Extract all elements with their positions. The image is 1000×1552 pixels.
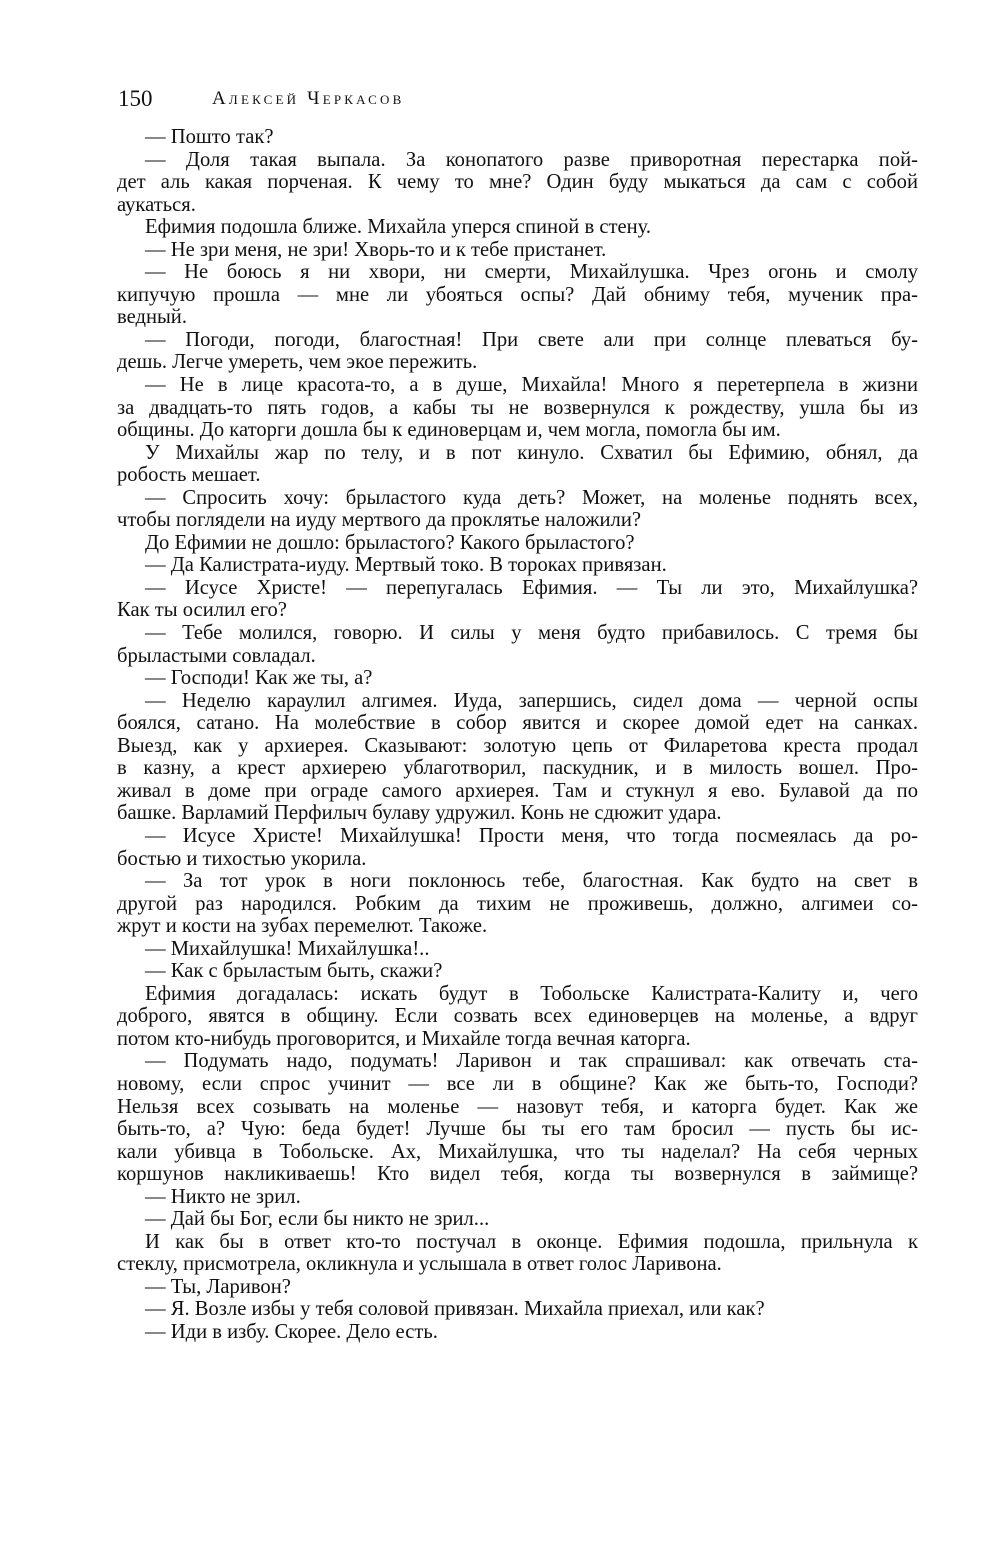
text-line: бостью и тихостью укорила. [117, 847, 367, 870]
text-line: робость мешает. [117, 464, 261, 487]
text-line: коршунов накликиваешь! Кто видел тебя, когда ты возвернулся в займище? [117, 1163, 918, 1186]
text-line: — Ты, Ларивон? [145, 1275, 291, 1298]
text-line: кали убивца в Тобольске. Ах, Михайлушка, что ты наделал? На себя черных [117, 1140, 918, 1163]
text-line: за двадцать-то пять годов, а кабы ты не возвернулся к рождеству, ушла бы из [117, 396, 918, 419]
text-line: стеклу, присмотрела, окликнула и услышала в ответ голос Ларивона. [117, 1253, 722, 1276]
text-line: И как бы в ответ кто-то постучал в оконце. Ефимия подошла, прильнула к [145, 1230, 918, 1253]
text-line: чтобы поглядели на иуду мертвого да проклятье наложили? [117, 509, 641, 532]
text-line: — Неделю караулил алгимея. Иуда, запершись, сидел дома — черной оспы [145, 689, 918, 712]
text-line: До Ефимии не дошло: брыластого? Какого брыластого? [145, 531, 635, 554]
text-line: потом кто-нибудь проговорится, и Михайле тогда вечная каторга. [117, 1027, 691, 1050]
text-line: — Как с брыластым быть, скажи? [145, 960, 443, 983]
text-line: аукаться. [117, 193, 196, 216]
text-line: Ефимия подошла ближе. Михайла уперся спиной в стену. [145, 216, 652, 239]
text-line: — Исусе Христе! — перепугалась Ефимия. — Ты ли это, Михайлушка? [145, 576, 918, 599]
text-line: общины. До каторги дошла бы к единоверцам и, чем могла, помогла бы им. [117, 419, 781, 442]
text-line: живал в доме при ограде самого архиерея. Там и стукнул я ево. Булавой да по [117, 779, 918, 802]
text-line: кипучую прошла — мне ли убояться оспы? Дай обниму тебя, мученик пра- [117, 283, 918, 306]
text-line: дешь. Легче умереть, чем экое пережить. [117, 351, 478, 374]
text-line: — Не зри меня, не зри! Хворь-то и к тебе пристанет. [145, 238, 607, 261]
text-line: — Не боюсь я ни хвори, ни смерти, Михайлушка. Чрез огонь и смолу [145, 261, 918, 284]
text-line: другой раз народился. Робким да тихим не проживешь, должно, алгимеи со- [117, 892, 918, 915]
text-line: — Иди в избу. Скорее. Дело есть. [145, 1320, 438, 1343]
text-line: башке. Варламий Перфилыч булаву удружил. Конь не сдюжит удара. [117, 802, 722, 825]
page-number: 150 [118, 86, 153, 111]
text-line: боялся, сатано. На молебствие в собор явится и скорее домой едет на санках. [117, 712, 918, 735]
text-line: — За тот урок в ноги поклонюсь тебе, благостная. Как будто на свет в [145, 870, 918, 893]
text-line: — Да Калистрата-иуду. Мертвый токо. В тороках привязан. [145, 554, 667, 577]
text-line: жрут и кости на зубах перемелют. Такоже. [117, 915, 488, 938]
text-line: — Никто не зрил. [145, 1185, 301, 1208]
text-line: У Михайлы жар по телу, и в пот кинуло. Схватил бы Ефимию, обнял, да [145, 441, 918, 464]
text-line: — Тебе молился, говорю. И силы у меня будто прибавилось. С тремя бы [145, 622, 918, 645]
text-line: — Не в лице красота-то, а в душе, Михайла! Много я перетерпела в жизни [145, 374, 918, 397]
text-line: — Пошто так? [145, 126, 274, 148]
text-line: дет аль какая порченая. К чему то мне? Один буду мыкаться да сам с собой [117, 171, 918, 194]
text-line: — Доля такая выпала. За конопатого разве приворотная перестарка пой- [145, 148, 918, 171]
text-line: брыластыми совладал. [117, 644, 316, 667]
text-line: новому, если спрос учинит — все ли в общине? Как же быть-то, Господи? [117, 1072, 918, 1095]
text-line: Ефимия догадалась: искать будут в Тобольске Калистрата-Калиту и, чего [145, 982, 918, 1005]
body-text [117, 126, 918, 1344]
text-line: — Михайлушка! Михайлушка!.. [145, 937, 430, 960]
text-line: Нельзя всех созывать на моленье — назовут тебя, и каторга будет. Как же [117, 1095, 918, 1118]
text-line: — Господи! Как же ты, а? [145, 667, 373, 690]
text-line: Выезд, как у архиерея. Сказывают: золотую цепь от Филаретова креста продал [117, 734, 918, 757]
text-line: — Дай бы Бог, если бы никто не зрил... [145, 1208, 490, 1231]
text-line: — Исусе Христе! Михайлушка! Прости меня, что тогда посмеялась да ро- [145, 824, 918, 847]
text-line: — Погоди, погоди, благостная! При свете али при солнце плеваться бу- [145, 328, 918, 351]
text-line: доброго, явятся в общину. Если созвать всех единоверцев на моленье, а вдруг [117, 1005, 918, 1028]
text-line: в казну, а крест архиерею ублаготворил, паскудник, и в милость вошел. Про- [117, 757, 918, 780]
running-title-author: Алексей Черкасов [212, 88, 405, 109]
text-line: — Подумать надо, подумать! Ларивон и так спрашивал: как отвечать ста- [145, 1050, 918, 1073]
text-line: быть-то, а? Чую: беда будет! Лучше бы ты его там бросил — пусть бы ис- [117, 1118, 918, 1141]
text-line: ведный. [117, 306, 187, 329]
text-line: Как ты осилил его? [117, 599, 287, 622]
text-line: — Я. Возле избы у тебя соловой привязан. Михайла приехал, или как? [145, 1298, 765, 1321]
text-line: — Спросить хочу: брыластого куда деть? Может, на моленье поднять всех, [145, 486, 918, 509]
